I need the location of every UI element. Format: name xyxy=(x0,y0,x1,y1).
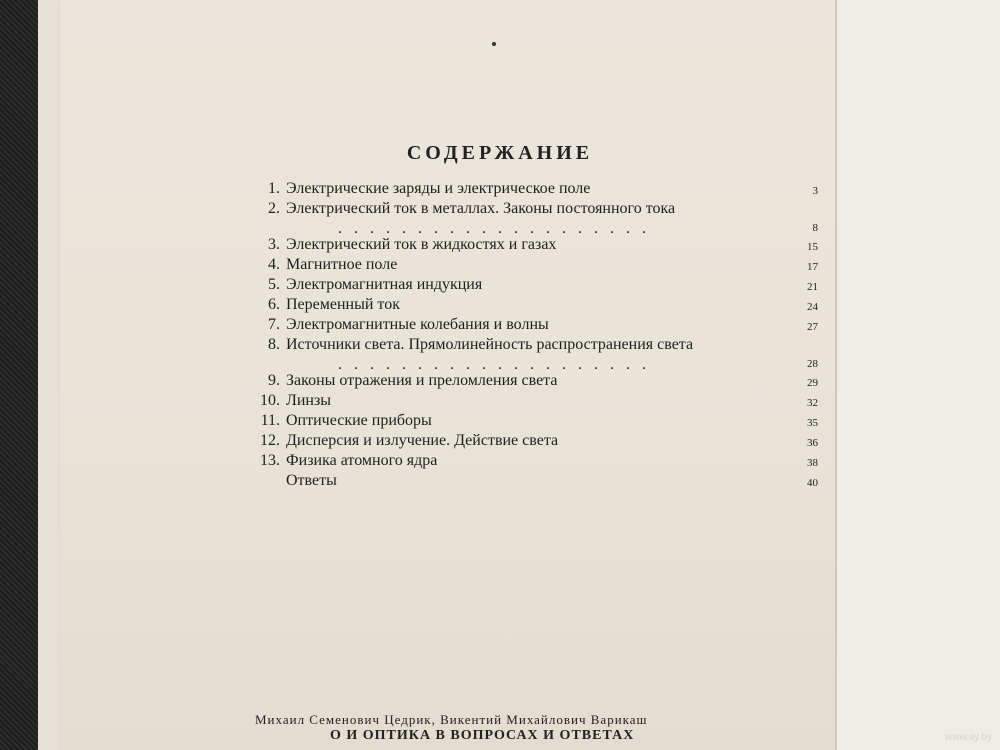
toc-entry-number: 6. xyxy=(268,296,280,313)
dot-leader: .................... xyxy=(338,356,658,373)
toc-entry-title: Электрический ток в жидкостях и газах xyxy=(286,236,557,253)
toc-entry-title: Оптические приборы xyxy=(286,412,432,429)
toc-entry xyxy=(248,392,818,412)
toc-entry-title: Законы отражения и преломления света xyxy=(286,372,558,389)
toc-entry-number: 7. xyxy=(268,316,280,333)
toc-entry-number: 10. xyxy=(260,392,280,409)
toc-entry-page: 36 xyxy=(807,437,818,449)
footer-book-title: О И ОПТИКА В ВОПРОСАХ И ОТВЕТАХ xyxy=(330,728,635,743)
toc-entry xyxy=(248,452,818,472)
dot-leader: .................... xyxy=(338,220,658,237)
toc-entry-number: 9. xyxy=(268,372,280,389)
footer-authors: Михаил Семенович Цедрик, Викентий Михайлович Варикаш xyxy=(255,712,648,727)
toc-entry-title: Электромагнитные колебания и волны xyxy=(286,316,549,333)
toc-entry-page: 32 xyxy=(807,397,818,409)
toc-entry-number: 2. xyxy=(268,200,280,217)
toc-entry xyxy=(248,316,818,336)
toc-entry-number: 13. xyxy=(260,452,280,469)
toc-entry-title: Переменный ток xyxy=(286,296,400,313)
page-title: СОДЕРЖАНИЕ xyxy=(406,142,594,164)
toc-entry xyxy=(248,256,818,276)
toc-entry xyxy=(248,200,818,236)
toc-entry-number: 4. xyxy=(268,256,280,273)
toc-entry xyxy=(248,276,818,296)
toc-entry xyxy=(248,336,818,372)
toc-entry-page: 28 xyxy=(807,358,818,370)
toc-entry-number: 11. xyxy=(260,412,280,429)
toc-entry-page: 3 xyxy=(812,185,818,197)
toc-entry-title: Электрические заряды и электрическое поле xyxy=(286,180,591,197)
toc-entry-page: 17 xyxy=(807,261,818,273)
toc-entry-title: Магнитное поле xyxy=(286,256,398,273)
toc-entry xyxy=(248,372,818,392)
toc-entry-number: 12. xyxy=(260,432,280,449)
toc-entry-page: 38 xyxy=(807,457,818,469)
toc-entry-title: Физика атомного ядра xyxy=(286,452,438,469)
toc-entry-title: Электрический ток в металлах. Законы постоянного тока xyxy=(286,200,676,217)
toc-entry-page: 8 xyxy=(812,222,818,234)
toc-entry-number: 5. xyxy=(268,276,280,293)
toc-entry-title: Источники света. Прямолинейность распространения света xyxy=(286,336,694,353)
toc-entry-title: Линзы xyxy=(286,392,332,409)
toc-entry-title: Дисперсия и излучение. Действие света xyxy=(286,432,559,449)
toc-entry-page: 21 xyxy=(807,281,818,293)
toc-entry-page: 15 xyxy=(807,241,818,253)
toc-entry-page: 27 xyxy=(807,321,818,333)
toc-entry-number: 1. xyxy=(268,180,280,197)
toc-entry-number: 8. xyxy=(268,336,280,353)
toc-entry-page: 40 xyxy=(807,477,818,489)
toc-entry xyxy=(248,432,818,452)
toc-entry-page: 24 xyxy=(807,301,818,313)
watermark: www.ay.by xyxy=(944,732,992,743)
toc-entry-number: 3. xyxy=(268,236,280,253)
toc-entry xyxy=(248,236,818,256)
toc-entry xyxy=(248,412,818,432)
toc-entry-title: Электромагнитная индукция xyxy=(286,276,483,293)
decorative-dot xyxy=(492,42,496,46)
table-of-contents xyxy=(248,180,818,492)
toc-entry-title: Ответы xyxy=(286,472,337,489)
toc-entry-page: 35 xyxy=(807,417,818,429)
toc-entry xyxy=(248,180,818,200)
toc-entry xyxy=(248,296,818,316)
facing-page xyxy=(835,0,1000,750)
toc-entry-page: 29 xyxy=(807,377,818,389)
toc-entry xyxy=(248,472,818,492)
